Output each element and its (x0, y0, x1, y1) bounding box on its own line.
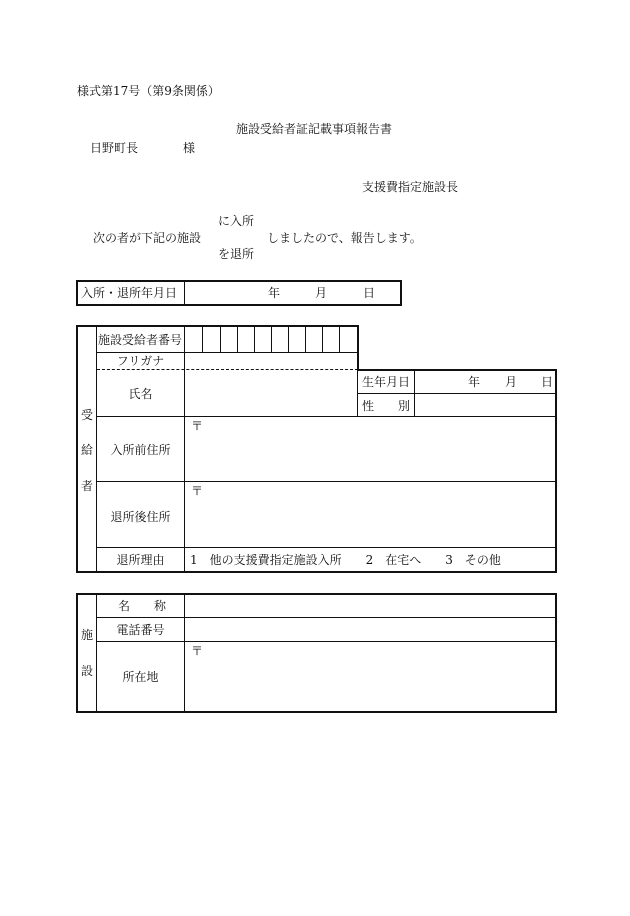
facility-label-divider (184, 595, 185, 711)
honorific: 様 (183, 141, 196, 155)
digit-box-divider (322, 327, 323, 352)
recipient-top-border (76, 325, 359, 327)
form-number: 様式第17号（第9条関係） (77, 84, 220, 98)
recipient-step-horizontal (357, 369, 557, 371)
recipient-side-label-2: 給 (81, 443, 94, 457)
option-admission: に入所 (218, 214, 255, 228)
prev-address-label: 入所前住所 (110, 443, 171, 457)
id-row-bottom (97, 352, 358, 353)
prev-address-row-bottom (97, 481, 556, 482)
id-number-label: 施設受給者番号 (98, 333, 183, 347)
facility-side-divider (96, 595, 97, 711)
facility-side-label-2: 設 (81, 664, 94, 678)
next-address-row-bottom (97, 547, 556, 548)
facility-location-label: 所在地 (122, 670, 159, 684)
date-label: 入所・退所年月日 (81, 286, 178, 300)
recipient-left-border (76, 325, 78, 573)
digit-box-divider (288, 327, 289, 352)
date-day[interactable]: 日 (363, 286, 376, 300)
gender-label-1: 性 (362, 399, 375, 413)
name-label: 氏名 (128, 387, 153, 401)
facility-name-label-1: 名 (118, 599, 131, 613)
facility-phone-label: 電話番号 (116, 623, 165, 637)
facility-side-label-1: 施 (81, 628, 94, 642)
date-month[interactable]: 月 (315, 286, 328, 300)
body-prefix: 次の者が下記の施設 (93, 231, 202, 245)
recipient-step-vertical (357, 325, 359, 370)
birthdate-row-bottom (358, 393, 555, 394)
recipient-label-divider (184, 327, 185, 572)
digit-box-divider (202, 327, 203, 352)
next-address-label: 退所後住所 (110, 510, 171, 524)
reason-label: 退所理由 (116, 553, 165, 567)
digit-box-divider (305, 327, 306, 352)
date-divider (184, 281, 185, 305)
postal-mark-icon: 〒 (191, 419, 204, 433)
facility-box (76, 593, 557, 713)
digit-box-divider (254, 327, 255, 352)
recipient-bottom-border (76, 571, 557, 573)
birth-day[interactable]: 日 (541, 375, 554, 389)
reporter: 支援費指定施設長 (362, 180, 459, 194)
facility-name-row-bottom (97, 617, 555, 618)
addressee: 日野町長 (90, 141, 139, 155)
furigana-dashed-line (97, 369, 358, 370)
birth-year[interactable]: 年 (468, 375, 481, 389)
furigana-label: フリガナ (116, 354, 165, 368)
gender-label-2: 別 (398, 399, 411, 413)
body-suffix: しましたので、報告します。 (267, 231, 422, 245)
digit-box-divider (237, 327, 238, 352)
date-year[interactable]: 年 (268, 286, 281, 300)
postal-mark-icon: 〒 (191, 644, 204, 658)
page-title: 施設受給者証記載事項報告書 (236, 122, 393, 136)
birth-month[interactable]: 月 (505, 375, 518, 389)
option-discharge: を退所 (218, 247, 255, 261)
recipient-side-label-3: 者 (81, 479, 94, 493)
name-row-bottom (97, 416, 556, 417)
facility-phone-row-bottom (97, 641, 555, 642)
facility-name-label-2: 称 (154, 599, 167, 613)
reason-options[interactable]: 1 他の支援費指定施設入所 2 在宅へ 3 その他 (190, 553, 501, 567)
recipient-right-border (555, 369, 557, 573)
digit-box-divider (220, 327, 221, 352)
recipient-side-label-1: 受 (81, 408, 94, 422)
postal-mark-icon: 〒 (191, 484, 204, 498)
digit-box-divider (271, 327, 272, 352)
digit-box-divider (339, 327, 340, 352)
birthdate-label: 生年月日 (362, 375, 411, 389)
